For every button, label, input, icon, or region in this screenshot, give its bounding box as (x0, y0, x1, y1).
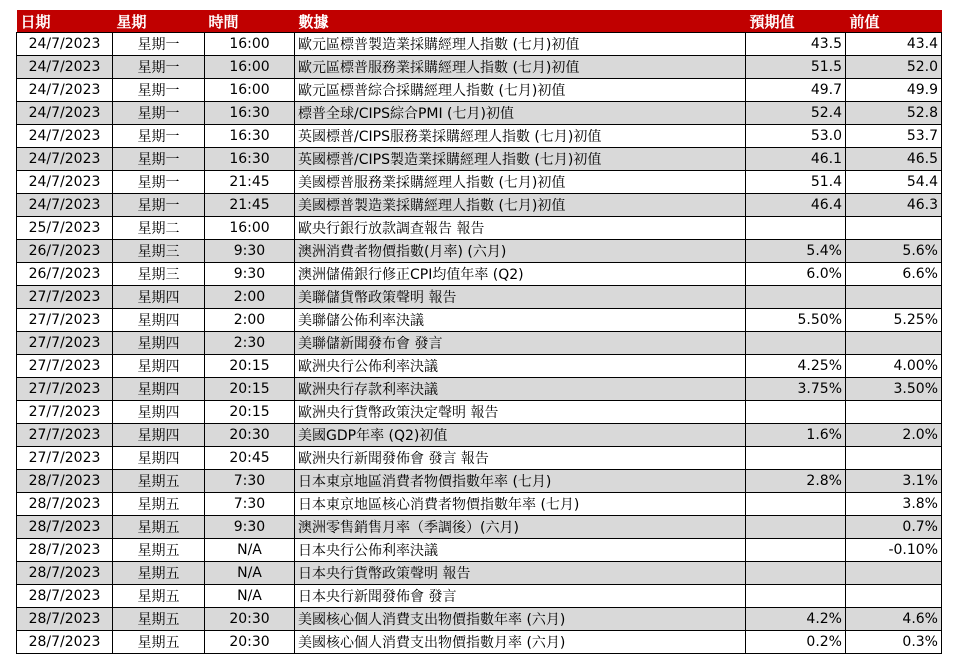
table-row (17, 447, 942, 470)
cell-date: 28/7/2023 (17, 470, 113, 493)
cell-expected (746, 286, 846, 309)
cell-day: 星期五 (113, 470, 205, 493)
cell-date: 24/7/2023 (17, 125, 113, 148)
cell-expected: 52.4 (746, 102, 846, 125)
cell-previous: 0.7% (846, 516, 942, 539)
cell-date: 27/7/2023 (17, 424, 113, 447)
cell-day: 星期四 (113, 447, 205, 470)
table-row (17, 493, 942, 516)
table-row (17, 33, 942, 56)
cell-date: 27/7/2023 (17, 286, 113, 309)
cell-data: 歐洲央行公佈利率決議 (295, 355, 746, 378)
table-row (17, 470, 942, 493)
cell-time: 7:30 (205, 493, 295, 516)
cell-time: 7:30 (205, 470, 295, 493)
cell-expected (746, 585, 846, 608)
cell-data: 美聯儲貨幣政策聲明 報告 (295, 286, 746, 309)
cell-day: 星期一 (113, 102, 205, 125)
cell-date: 24/7/2023 (17, 148, 113, 171)
cell-day: 星期四 (113, 401, 205, 424)
cell-previous: 2.0% (846, 424, 942, 447)
cell-time: 16:30 (205, 148, 295, 171)
table-row (17, 332, 942, 355)
table-row (17, 608, 942, 631)
cell-expected: 4.2% (746, 608, 846, 631)
cell-previous: 52.8 (846, 102, 942, 125)
cell-previous: -0.10% (846, 539, 942, 562)
table-row (17, 562, 942, 585)
cell-date: 27/7/2023 (17, 401, 113, 424)
cell-date: 24/7/2023 (17, 33, 113, 56)
cell-date: 27/7/2023 (17, 378, 113, 401)
cell-data: 英國標普/CIPS製造業採購經理人指數 (七月)初值 (295, 148, 746, 171)
cell-time: 16:00 (205, 79, 295, 102)
table-row (17, 217, 942, 240)
cell-time: 2:00 (205, 286, 295, 309)
cell-day: 星期四 (113, 309, 205, 332)
cell-expected: 46.1 (746, 148, 846, 171)
table-row (17, 102, 942, 125)
cell-time: 20:30 (205, 608, 295, 631)
cell-data: 日本東京地區消費者物價指數年率 (七月) (295, 470, 746, 493)
cell-date: 28/7/2023 (17, 539, 113, 562)
cell-day: 星期五 (113, 516, 205, 539)
table-row (17, 194, 942, 217)
cell-expected: 1.6% (746, 424, 846, 447)
cell-data: 歐洲央行存款利率決議 (295, 378, 746, 401)
cell-time: 9:30 (205, 516, 295, 539)
cell-data: 日本東京地區核心消費者物價指數年率 (七月) (295, 493, 746, 516)
cell-data: 美聯儲公佈利率決議 (295, 309, 746, 332)
table-row (17, 401, 942, 424)
cell-time: 20:15 (205, 378, 295, 401)
cell-time: 2:30 (205, 332, 295, 355)
cell-previous: 54.4 (846, 171, 942, 194)
cell-day: 星期五 (113, 585, 205, 608)
cell-expected: 49.7 (746, 79, 846, 102)
cell-data: 日本央行公佈利率決議 (295, 539, 746, 562)
header-data: 數據 (295, 10, 746, 33)
cell-expected: 0.2% (746, 631, 846, 654)
cell-data: 美國標普製造業採購經理人指數 (七月)初值 (295, 194, 746, 217)
cell-expected (746, 217, 846, 240)
header-time: 時間 (205, 10, 295, 33)
cell-day: 星期一 (113, 125, 205, 148)
cell-expected (746, 401, 846, 424)
cell-time: 16:00 (205, 56, 295, 79)
table-row (17, 79, 942, 102)
cell-date: 27/7/2023 (17, 447, 113, 470)
table-row (17, 56, 942, 79)
cell-day: 星期四 (113, 424, 205, 447)
cell-time: 20:30 (205, 424, 295, 447)
cell-data: 澳洲儲備銀行修正CPI均值年率 (Q2) (295, 263, 746, 286)
cell-day: 星期二 (113, 217, 205, 240)
cell-time: N/A (205, 539, 295, 562)
cell-date: 28/7/2023 (17, 516, 113, 539)
cell-data: 澳洲零售銷售月率（季調後）(六月) (295, 516, 746, 539)
cell-time: 21:45 (205, 194, 295, 217)
cell-time: 16:00 (205, 217, 295, 240)
cell-date: 24/7/2023 (17, 79, 113, 102)
cell-expected: 3.75% (746, 378, 846, 401)
table-row (17, 355, 942, 378)
cell-previous: 0.3% (846, 631, 942, 654)
table-row (17, 263, 942, 286)
header-date: 日期 (17, 10, 113, 33)
cell-expected (746, 332, 846, 355)
cell-day: 星期四 (113, 355, 205, 378)
cell-data: 歐元區標普製造業採購經理人指數 (七月)初值 (295, 33, 746, 56)
cell-day: 星期五 (113, 608, 205, 631)
cell-previous: 52.0 (846, 56, 942, 79)
cell-date: 24/7/2023 (17, 102, 113, 125)
cell-date: 24/7/2023 (17, 194, 113, 217)
cell-previous (846, 217, 942, 240)
cell-time: N/A (205, 585, 295, 608)
cell-previous: 3.8% (846, 493, 942, 516)
cell-previous (846, 585, 942, 608)
cell-date: 26/7/2023 (17, 263, 113, 286)
header-previous: 前值 (846, 10, 942, 33)
cell-day: 星期五 (113, 493, 205, 516)
cell-previous: 43.4 (846, 33, 942, 56)
cell-day: 星期五 (113, 539, 205, 562)
cell-previous: 46.3 (846, 194, 942, 217)
cell-day: 星期四 (113, 332, 205, 355)
cell-data: 美國核心個人消費支出物價指數年率 (六月) (295, 608, 746, 631)
cell-time: 16:00 (205, 33, 295, 56)
cell-data: 歐元區標普綜合採購經理人指數 (七月)初值 (295, 79, 746, 102)
header-row (17, 10, 942, 33)
cell-previous (846, 401, 942, 424)
cell-data: 美國標普服務業採購經理人指數 (七月)初值 (295, 171, 746, 194)
cell-date: 28/7/2023 (17, 585, 113, 608)
cell-expected: 53.0 (746, 125, 846, 148)
cell-date: 27/7/2023 (17, 355, 113, 378)
cell-data: 澳洲消費者物價指數(月率) (六月) (295, 240, 746, 263)
table-row (17, 286, 942, 309)
cell-previous: 53.7 (846, 125, 942, 148)
cell-previous (846, 286, 942, 309)
cell-time: 20:15 (205, 355, 295, 378)
cell-time: 2:00 (205, 309, 295, 332)
table-row (17, 516, 942, 539)
cell-previous: 46.5 (846, 148, 942, 171)
cell-previous: 5.25% (846, 309, 942, 332)
table-row (17, 631, 942, 654)
table-row (17, 125, 942, 148)
cell-expected (746, 516, 846, 539)
cell-time: 9:30 (205, 263, 295, 286)
cell-previous (846, 332, 942, 355)
cell-data: 標普全球/CIPS綜合PMI (七月)初值 (295, 102, 746, 125)
cell-day: 星期四 (113, 378, 205, 401)
cell-data: 歐洲央行新聞發佈會 發言 報告 (295, 447, 746, 470)
cell-day: 星期一 (113, 33, 205, 56)
cell-data: 英國標普/CIPS服務業採購經理人指數 (七月)初值 (295, 125, 746, 148)
cell-previous: 4.6% (846, 608, 942, 631)
cell-previous: 49.9 (846, 79, 942, 102)
cell-date: 27/7/2023 (17, 309, 113, 332)
cell-day: 星期三 (113, 240, 205, 263)
cell-expected: 2.8% (746, 470, 846, 493)
cell-time: N/A (205, 562, 295, 585)
cell-data: 日本央行貨幣政策聲明 報告 (295, 562, 746, 585)
cell-expected: 6.0% (746, 263, 846, 286)
table-row (17, 424, 942, 447)
cell-expected: 4.25% (746, 355, 846, 378)
table-row (17, 539, 942, 562)
cell-date: 28/7/2023 (17, 493, 113, 516)
cell-data: 歐央行銀行放款調查報告 報告 (295, 217, 746, 240)
cell-previous: 3.50% (846, 378, 942, 401)
cell-date: 27/7/2023 (17, 332, 113, 355)
cell-data: 美聯儲新聞發布會 發言 (295, 332, 746, 355)
cell-previous: 5.6% (846, 240, 942, 263)
cell-day: 星期四 (113, 286, 205, 309)
cell-previous: 3.1% (846, 470, 942, 493)
cell-date: 28/7/2023 (17, 631, 113, 654)
cell-date: 24/7/2023 (17, 56, 113, 79)
table-body (17, 33, 942, 654)
header-expected: 預期值 (746, 10, 846, 33)
header-day: 星期 (113, 10, 205, 33)
economic-calendar-table (16, 10, 942, 654)
cell-date: 28/7/2023 (17, 562, 113, 585)
cell-data: 歐元區標普服務業採購經理人指數 (七月)初值 (295, 56, 746, 79)
cell-previous: 4.00% (846, 355, 942, 378)
cell-day: 星期五 (113, 631, 205, 654)
cell-data: 美國核心個人消費支出物價指數月率 (六月) (295, 631, 746, 654)
cell-date: 25/7/2023 (17, 217, 113, 240)
cell-date: 26/7/2023 (17, 240, 113, 263)
cell-date: 24/7/2023 (17, 171, 113, 194)
cell-expected: 5.4% (746, 240, 846, 263)
cell-time: 20:15 (205, 401, 295, 424)
cell-previous (846, 447, 942, 470)
cell-expected (746, 493, 846, 516)
table-row (17, 309, 942, 332)
cell-data: 日本央行新聞發佈會 發言 (295, 585, 746, 608)
table-row (17, 148, 942, 171)
cell-day: 星期一 (113, 148, 205, 171)
cell-day: 星期三 (113, 263, 205, 286)
cell-time: 9:30 (205, 240, 295, 263)
cell-day: 星期一 (113, 56, 205, 79)
cell-previous: 6.6% (846, 263, 942, 286)
cell-day: 星期一 (113, 79, 205, 102)
cell-expected: 46.4 (746, 194, 846, 217)
cell-expected: 43.5 (746, 33, 846, 56)
cell-time: 16:30 (205, 102, 295, 125)
table-row (17, 171, 942, 194)
cell-time: 20:45 (205, 447, 295, 470)
cell-data: 歐洲央行貨幣政策決定聲明 報告 (295, 401, 746, 424)
cell-expected: 51.5 (746, 56, 846, 79)
cell-time: 16:30 (205, 125, 295, 148)
cell-data: 美國GDP年率 (Q2)初值 (295, 424, 746, 447)
cell-day: 星期五 (113, 562, 205, 585)
cell-expected (746, 447, 846, 470)
cell-date: 28/7/2023 (17, 608, 113, 631)
cell-expected (746, 539, 846, 562)
cell-time: 21:45 (205, 171, 295, 194)
cell-expected (746, 562, 846, 585)
cell-expected: 51.4 (746, 171, 846, 194)
table-row (17, 378, 942, 401)
cell-time: 20:30 (205, 631, 295, 654)
cell-day: 星期一 (113, 194, 205, 217)
table-row (17, 585, 942, 608)
table-row (17, 240, 942, 263)
cell-expected: 5.50% (746, 309, 846, 332)
cell-day: 星期一 (113, 171, 205, 194)
cell-previous (846, 562, 942, 585)
